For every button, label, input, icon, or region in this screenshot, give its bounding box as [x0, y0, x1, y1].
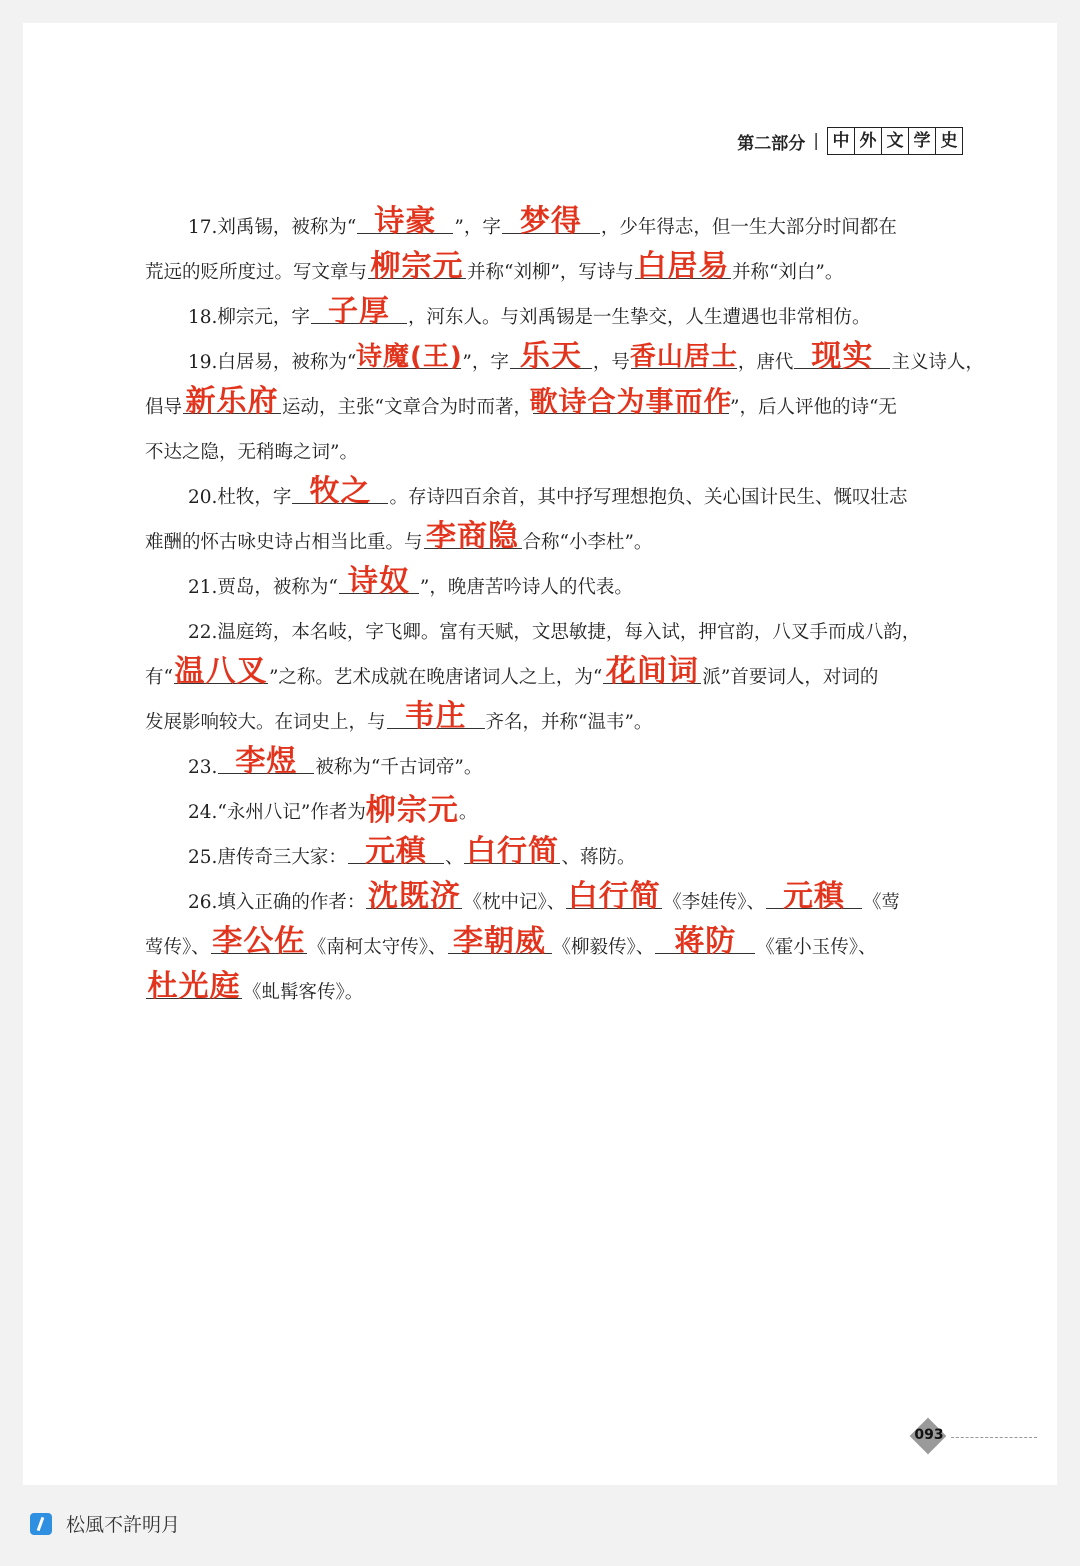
question-number: 24.: [188, 802, 218, 823]
handwritten-answer: 诗豪: [374, 204, 437, 239]
handwritten-answer: 梦得: [519, 204, 582, 239]
author-name: 松風不許明月: [66, 1514, 181, 1536]
question-text: 。存诗四百余首，其中抒写理想抱负、关心国计民生、慨叹壮志: [389, 487, 908, 508]
question-number: 26.: [188, 892, 218, 913]
answer-blank: [529, 385, 733, 418]
handwritten-answer: 诗魔(王): [356, 342, 463, 372]
question-26-cont: [145, 925, 965, 970]
question-text: 《柳毅传》、: [552, 937, 655, 958]
subject-char: 学: [909, 128, 936, 154]
question-text: 、蒋防。: [561, 847, 636, 868]
section-header: [737, 127, 963, 155]
handwritten-answer: 李煜: [235, 744, 298, 779]
handwritten-answer: 歌诗合为事而作: [529, 385, 733, 418]
question-20: [145, 475, 965, 520]
answer-blank: [766, 879, 862, 914]
question-text: 《莺: [862, 892, 900, 913]
handwritten-answer: 牧之: [309, 474, 372, 509]
handwritten-answer: 杜光庭: [147, 969, 241, 1004]
handwritten-answer: 白行简: [465, 834, 559, 869]
question-25: [145, 835, 965, 880]
handwritten-answer: 乐天: [519, 339, 582, 374]
watermark: [30, 1510, 180, 1537]
question-number: 21.: [188, 577, 218, 598]
handwritten-answer: 现实: [811, 339, 874, 374]
answer-blank: [357, 204, 453, 239]
answer-blank: [368, 249, 466, 284]
answer-blank: [655, 924, 755, 959]
handwritten-answer: 李商隐: [426, 519, 520, 554]
question-17: [145, 205, 965, 250]
question-22-cont: [145, 655, 965, 700]
question-text: 温庭筠，本名岐，字飞卿。富有天赋，文思敏捷，每入试，押官韵，八叉手而成八韵，: [217, 622, 921, 643]
question-number: 22.: [188, 622, 218, 643]
question-text: 白居易，被称为“: [217, 352, 357, 373]
answer-blank: [424, 519, 522, 554]
question-text: 莺传》、: [145, 937, 210, 958]
question-number: 20.: [188, 487, 218, 508]
subject-box: [827, 127, 963, 155]
question-list: [145, 204, 984, 1015]
answer-blank: [629, 342, 738, 372]
handwritten-answer: 李朝威: [453, 924, 547, 959]
answer-blank: [635, 249, 731, 284]
question-number: 23.: [188, 757, 218, 778]
question-text: 唐传奇三大家：: [217, 847, 347, 868]
answer-blank: [794, 339, 890, 374]
question-text: 主义诗人，: [891, 352, 984, 373]
handwritten-answer: 柳宗元: [370, 249, 464, 284]
question-text: ”，字: [454, 217, 501, 238]
answer-blank: [211, 924, 307, 959]
question-text: 并称“刘柳”，写诗与: [467, 262, 634, 283]
subject-char: 外: [855, 128, 882, 154]
question-number: 17.: [188, 217, 218, 238]
question-20-cont: [145, 520, 965, 565]
header-separator: |: [813, 131, 819, 151]
handwritten-answer: 白行简: [567, 879, 661, 914]
question-text: 倡导: [145, 397, 183, 418]
question-26-cont: [145, 970, 965, 1015]
question-number: 18.: [188, 307, 218, 328]
question-text: 合称“小李杜”。: [522, 532, 653, 553]
note-app-icon: [30, 1513, 52, 1535]
handwritten-answer: 柳宗元: [365, 793, 459, 828]
answer-blank: [464, 834, 560, 869]
question-text: 《李娃传》、: [663, 892, 765, 913]
part-label: 第二部分: [737, 133, 806, 154]
question-text: 齐名，并称“温韦”。: [485, 712, 653, 733]
handwritten-answer: 沈既济: [367, 879, 461, 914]
subject-char: 文: [882, 128, 909, 154]
handwritten-answer: 元稹: [782, 879, 845, 914]
answer-blank: [348, 834, 444, 869]
question-19-cont: [145, 385, 965, 430]
page-number-text: 093: [914, 1427, 944, 1443]
question-text: 被称为“千古词帝”。: [315, 757, 483, 778]
question-19: [145, 339, 984, 385]
answer-blank: [366, 879, 462, 914]
question-text: 不达之隐，无稍晦之词”。: [145, 442, 358, 463]
page-number: [911, 1419, 1037, 1459]
question-text: 运动，主张“文章合为时而著，: [282, 397, 532, 418]
workbook-page: [23, 23, 1057, 1485]
question-text: 难酬的怀古咏史诗占相当比重。与: [145, 532, 423, 553]
handwritten-answer: 诗奴: [347, 564, 410, 599]
answer-blank: [502, 204, 600, 239]
question-text: 《虬髯客传》。: [243, 982, 364, 1003]
answer-blank: [448, 924, 552, 959]
answer-blank: [218, 744, 314, 779]
question-text: 发展影响较大。在词史上，与: [145, 712, 386, 733]
answer-blank: [510, 339, 592, 374]
answer-blank: [311, 294, 407, 329]
question-text: 派”首要词人，对词的: [702, 667, 879, 688]
question-text: 《南柯太守传》、: [307, 937, 447, 958]
question-19-cont: [145, 430, 965, 475]
question-26: [145, 880, 965, 925]
question-text: 有“: [145, 667, 173, 688]
question-text: ”，后人评他的诗“无: [729, 397, 897, 418]
question-text: ，号: [592, 352, 630, 373]
subject-char: 中: [828, 128, 855, 154]
question-text: ”，晚唐苦吟诗人的代表。: [419, 577, 633, 598]
answer-blank: [603, 654, 701, 689]
question-22-cont: [145, 700, 965, 745]
question-text: 。: [458, 802, 478, 823]
question-text: ”之称。艺术成就在晚唐诸词人之上，为“: [268, 667, 603, 688]
question-text: ”，字: [462, 352, 509, 373]
subject-char: 史: [940, 131, 958, 151]
handwritten-answer: 李公佐: [212, 924, 306, 959]
question-text: 贾岛，被称为“: [217, 577, 338, 598]
answer-blank: [566, 879, 662, 914]
handwritten-answer: 子厚: [327, 294, 390, 329]
handwritten-answer: 香山居士: [629, 342, 738, 372]
question-text: 《霍小玉传》、: [756, 937, 877, 958]
handwritten-answer: 蒋防: [674, 924, 737, 959]
question-text: 杜牧，字: [217, 487, 292, 508]
handwritten-answer: 白居易: [636, 249, 730, 284]
question-21: [145, 565, 965, 610]
question-text: 填入正确的作者：: [217, 892, 366, 913]
answer-blank: [146, 969, 242, 1004]
question-18: [145, 295, 965, 340]
question-text: 、: [444, 847, 464, 868]
handwritten-answer: 韦庄: [404, 699, 467, 734]
question-text: “永州八记”作者为: [217, 802, 366, 823]
answer-blank: [183, 384, 281, 419]
question-text: 刘禹锡，被称为“: [217, 217, 357, 238]
question-text: 《枕中记》、: [463, 892, 566, 913]
question-24: [145, 790, 965, 835]
question-17-cont: [145, 250, 965, 295]
question-text: 荒远的贬所度过。写文章与: [145, 262, 368, 283]
handwritten-answer: 元稹: [364, 834, 427, 869]
question-22: [145, 610, 965, 655]
question-text: 柳宗元，字: [217, 307, 310, 328]
question-text: ，少年得志，但一生大部分时间都在: [600, 217, 897, 238]
question-number: 25.: [188, 847, 218, 868]
answer-blank: [339, 564, 419, 599]
question-text: ，唐代: [737, 352, 794, 373]
answer-blank: [387, 699, 485, 734]
handwritten-answer: 新乐府: [185, 384, 279, 419]
handwritten-answer: 花间词: [605, 654, 699, 689]
question-text: 并称“刘白”。: [731, 262, 844, 283]
handwritten-answer: 温八叉: [174, 654, 268, 689]
answer-blank: [174, 654, 268, 689]
question-number: 19.: [188, 352, 218, 373]
dashed-rule: [951, 1437, 1037, 1438]
question-23: [145, 745, 965, 790]
answer-blank: [356, 342, 463, 372]
answer-blank: [292, 474, 388, 509]
question-text: ，河东人。与刘禹锡是一生挚交，人生遭遇也非常相仿。: [407, 307, 871, 328]
